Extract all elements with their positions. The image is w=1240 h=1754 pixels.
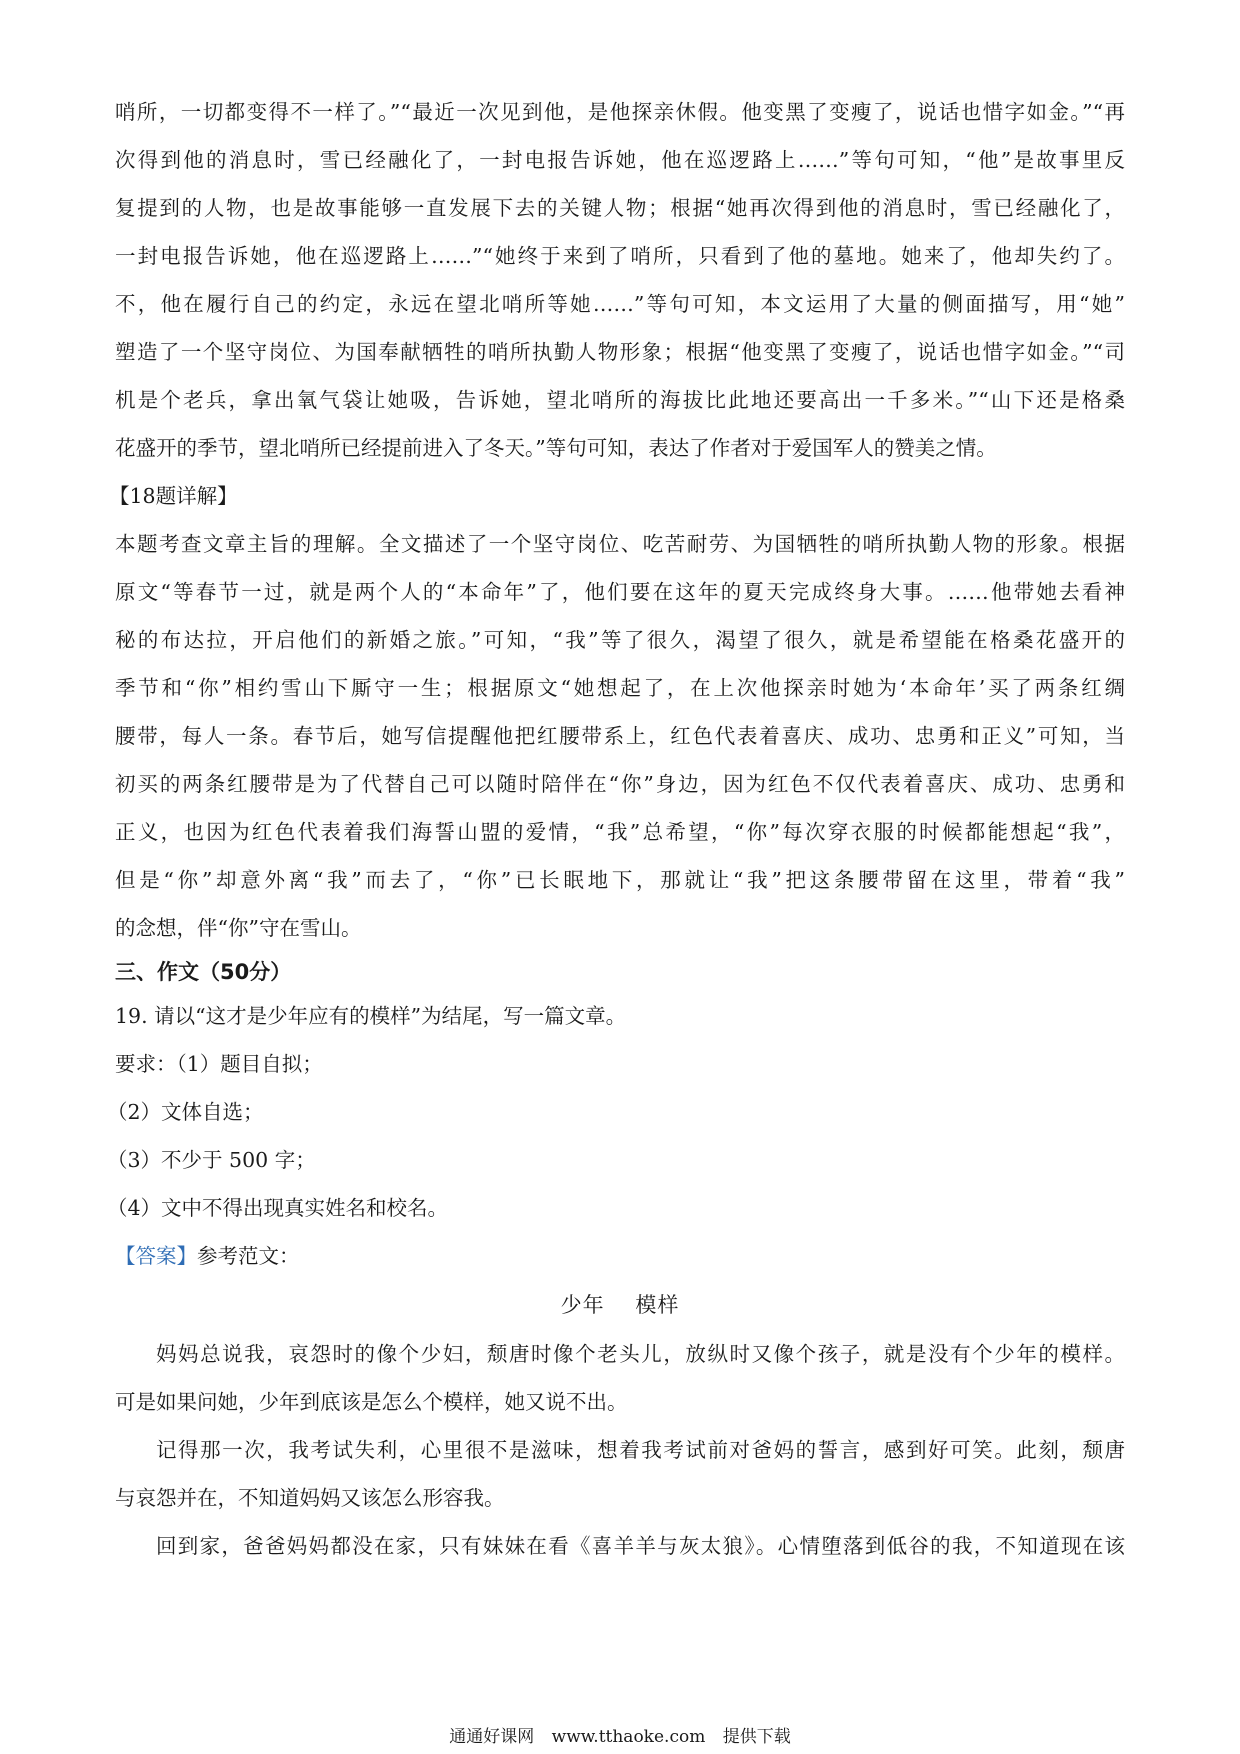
requirement-item: 要求：（1）题目自拟；	[115, 1052, 323, 1076]
text-line: 复提到的人物，也是故事能够一直发展下去的关键人物；根据“她再次得到他的消息时，雪已经融化了，	[115, 196, 1125, 220]
footer-site-name: 通通好课网	[449, 1727, 535, 1747]
q19-prompt: 19. 请以“这才是少年应有的模样”为结尾，写一篇文章。	[115, 1004, 627, 1028]
answer-line	[115, 1232, 1125, 1280]
text-line: 原文“等春节一过，就是两个人的“本命年”了，他们要在这年的夏天完成终身大事。……他带她去看神	[115, 580, 1125, 604]
text-line: 腰带，每人一条。春节后，她写信提醒他把红腰带系上，红色代表着喜庆、成功、忠勇和正义”可知，当	[115, 724, 1125, 748]
requirement-item: （4）文中不得出现真实姓名和校名。	[107, 1196, 449, 1220]
footer-url[interactable]: www.tthaoke.com	[551, 1727, 706, 1747]
text-line: 哨所，一切都变得不一样了。”“最近一次见到他，是他探亲休假。他变黑了变瘦了，说话也惜字如金。”“再	[115, 100, 1125, 124]
text-line: 妈妈总说我，哀怨时的像个少妇，颓唐时像个老头儿，放纵时又像个孩子，就是没有个少年的模样。	[156, 1342, 1125, 1366]
page-content	[107, 88, 1125, 1570]
essay-paragraph	[115, 1426, 1125, 1522]
text-line: 季节和“你”相约雪山下厮守一生；根据原文“她想起了，在上次他探亲时她为‘本命年’买了两条红绸	[115, 676, 1125, 700]
text-line: 记得那一次，我考试失利，心里很不是滋味，想着我考试前对爸妈的誓言，感到好可笑。此刻，颓唐	[156, 1438, 1125, 1462]
requirement-item: （3）不少于 500 字；	[107, 1148, 316, 1172]
text-line: 本题考查文章主旨的理解。全文描述了一个坚守岗位、吃苦耐劳、为国牺牲的哨所执勤人物的形象。根据	[115, 532, 1125, 556]
page-footer	[0, 1722, 1240, 1747]
text-line: 与哀怨并在，不知道妈妈又该怎么形容我。	[115, 1486, 505, 1510]
text-line: 初买的两条红腰带是为了代替自己可以随时陪伴在“你”身边，因为红色不仅代表着喜庆、成功、忠勇和	[115, 772, 1125, 796]
text-line: 可是如果问她，少年到底该是怎么个模样，她又说不出。	[115, 1390, 628, 1414]
analysis-paragraph-17	[115, 88, 1125, 472]
text-line: 正义，也因为红色代表着我们海誓山盟的爱情，“我”总希望，“你”每次穿衣服的时候都能想起“我”，	[115, 820, 1125, 844]
essay-title: 少年 模样	[560, 1293, 680, 1317]
answer-text: 参考范文：	[197, 1244, 300, 1268]
analysis-paragraph-18	[115, 520, 1125, 952]
text-line: 机是个老兵，拿出氧气袋让她吸，告诉她，望北哨所的海拔比此地还要高出一千多米。”“山下还是格桑	[115, 388, 1125, 412]
q18-heading: 【18题详解】	[109, 484, 238, 508]
answer-tag: 【答案】	[115, 1244, 197, 1268]
text-line: 但是“你”却意外离“我”而去了，“你”已长眠地下，那就让“我”把这条腰带留在这里，带着“我”	[115, 868, 1125, 892]
text-line: 的念想，伴“你”守在雪山。	[115, 916, 362, 940]
text-line: 花盛开的季节，望北哨所已经提前进入了冬天。”等句可知，表达了作者对于爱国军人的赞美之情。	[115, 436, 997, 460]
essay-paragraph	[115, 1522, 1125, 1570]
text-line: 秘的布达拉，开启他们的新婚之旅。”可知，“我”等了很久，渴望了很久，就是希望能在格桑花盛开的	[115, 628, 1125, 652]
section-title: 三、作文（50分）	[115, 960, 292, 984]
text-line: 次得到他的消息时，雪已经融化了，一封电报告诉她，他在巡逻路上……”等句可知，“他”是故事里反	[115, 148, 1125, 172]
text-line: 回到家，爸爸妈妈都没在家，只有妹妹在看《喜羊羊与灰太狼》。心情堕落到低谷的我，不知道现在该	[156, 1534, 1125, 1558]
text-line: 塑造了一个坚守岗位、为国奉献牺牲的哨所执勤人物形象；根据“他变黑了变瘦了，说话也惜字如金。”“司	[115, 340, 1125, 364]
text-line: 不，他在履行自己的约定，永远在望北哨所等她……”等句可知，本文运用了大量的侧面描写，用“她”	[115, 292, 1125, 316]
text-line: 一封电报告诉她，他在巡逻路上……”“她终于来到了哨所，只看到了他的墓地。她来了，他却失约了。	[115, 244, 1125, 268]
footer-suffix: 提供下载	[722, 1727, 791, 1747]
essay-paragraph	[115, 1330, 1125, 1426]
requirement-item: （2）文体自选；	[107, 1100, 264, 1124]
